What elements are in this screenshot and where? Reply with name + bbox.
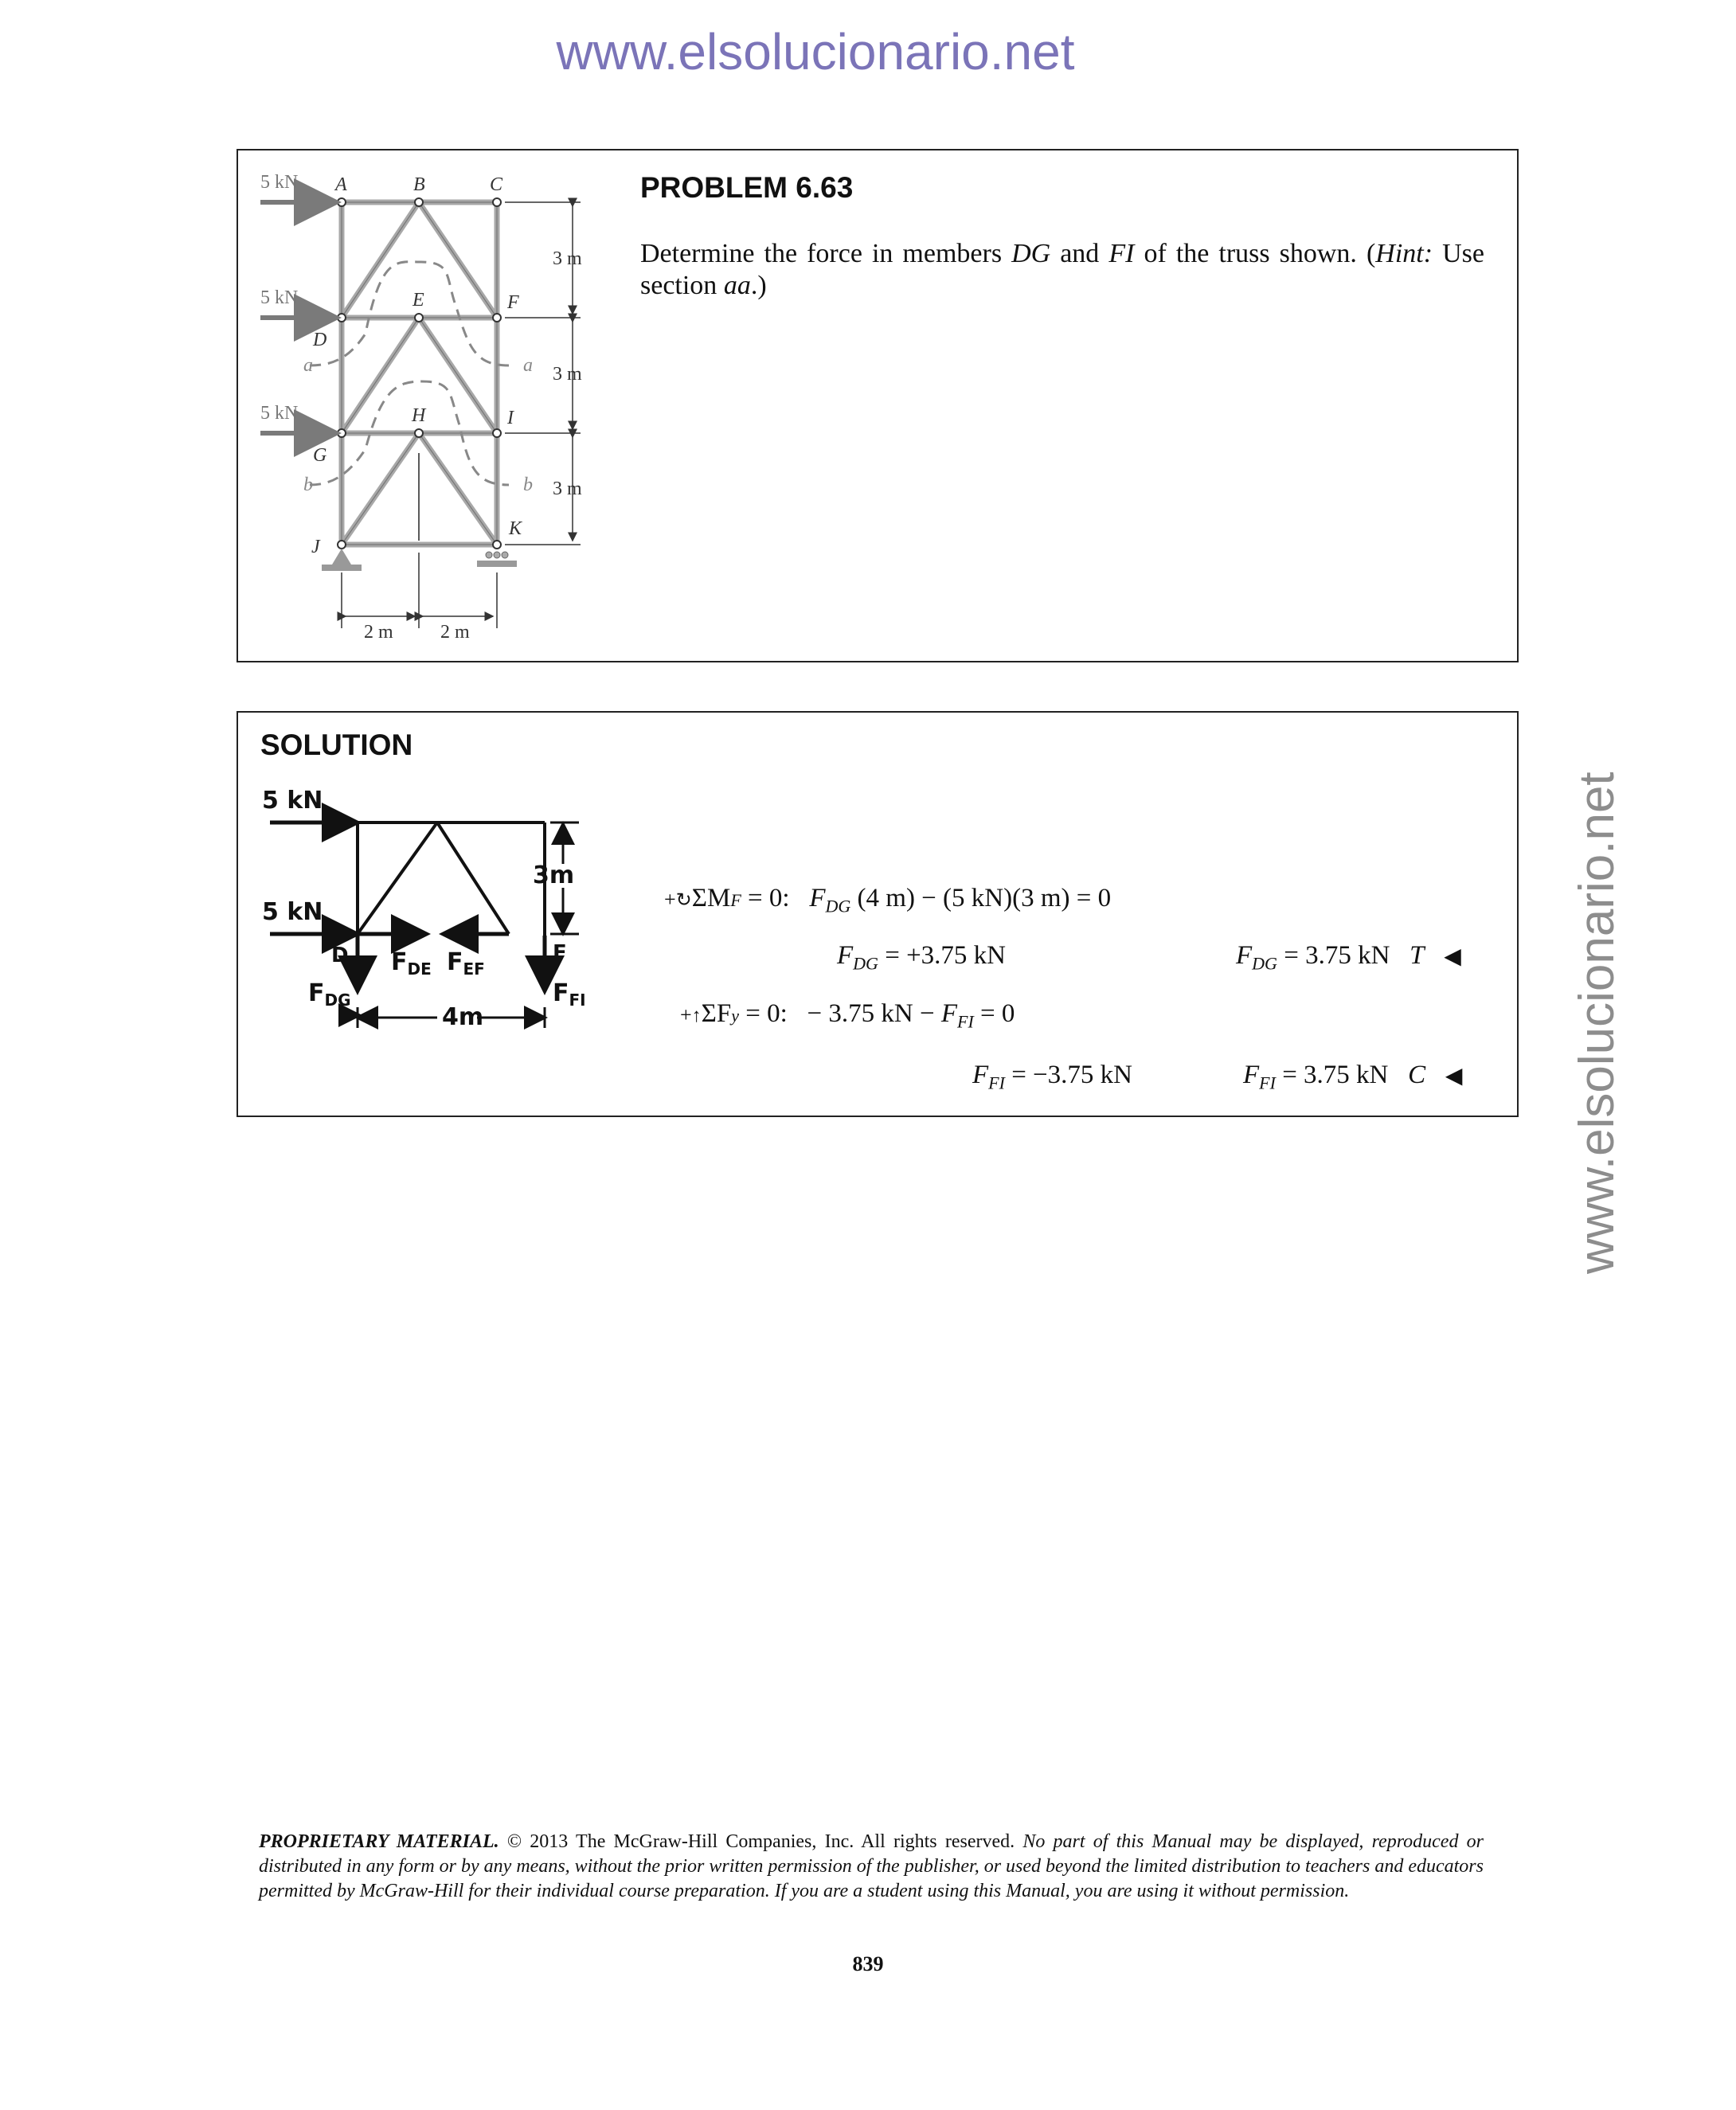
pin-support bbox=[332, 549, 351, 565]
fbd-label-fdg: $F_{DG}$ bbox=[308, 979, 351, 1010]
load-label-1: 5 kN bbox=[260, 172, 299, 193]
node-g: G bbox=[313, 445, 327, 466]
section-a-right: a bbox=[523, 355, 533, 376]
node-h: H bbox=[412, 405, 426, 426]
section-a-left: a bbox=[303, 355, 313, 376]
page-number: 839 bbox=[852, 1952, 884, 1975]
node-e: E bbox=[412, 290, 424, 311]
fbd-label-4m: 4m bbox=[442, 1003, 484, 1031]
solution-box bbox=[237, 711, 1519, 1117]
equation-sum-fy: +↑ΣFy = 0: − 3.75 kN − $F_{FI} = 0$ bbox=[680, 999, 1015, 1032]
dim-h3: 3 m bbox=[553, 479, 582, 499]
dim-h2: 3 m bbox=[553, 364, 582, 385]
proprietary-notice: PROPRIETARY MATERIAL. © 2013 The McGraw-Hill Companies, Inc. All rights reserved. No part of this Manual may be displayed, reproduced or distributed in any form or by any means, without the prior written permission of the publisher, or used beyond the limited distribution to teachers and educators permitted by McGraw-Hill for their individual course preparation. If you are a student using this Manual, you are using it without permission. bbox=[259, 1831, 1484, 1901]
equation-ffi-value: $F_{FI} = -3.75$ kN bbox=[972, 1061, 1132, 1093]
node-d: D bbox=[313, 330, 327, 350]
watermark-side: www.elsolucionario.net bbox=[1570, 772, 1625, 1274]
node-f: F bbox=[507, 292, 519, 313]
node-i: I bbox=[507, 408, 514, 428]
section-b-left: b bbox=[303, 475, 313, 495]
dim-h1: 3 m bbox=[553, 248, 582, 269]
load-label-2: 5 kN bbox=[260, 287, 299, 308]
problem-statement: Determine the force in members DG and FI of the truss shown. (Hint: Use section aa.) bbox=[640, 239, 1484, 300]
answer-fdg: $F_{DG} = 3.75$ kN T ◀ bbox=[1236, 941, 1461, 974]
watermark-top[interactable]: www.elsolucionario.net bbox=[556, 23, 1075, 80]
answer-ffi: $F_{FI} = 3.75$ kN C ◀ bbox=[1243, 1061, 1463, 1093]
equation-moment-f: +↻ΣMF = 0: $F_{DG}$ (4 m) − (5 kN)(3 m) = 0 bbox=[664, 884, 1112, 916]
fbd-label-d: D bbox=[331, 944, 349, 967]
fbd-label-ffi: $F_{FI}$ bbox=[553, 979, 586, 1010]
fbd-label-3m: 3m bbox=[533, 862, 575, 889]
dim-w1: 2 m bbox=[364, 622, 393, 643]
fbd-label-load-mid: 5 kN bbox=[262, 898, 323, 926]
problem-heading: PROBLEM 6.63 bbox=[640, 171, 854, 204]
node-c: C bbox=[490, 174, 503, 195]
fbd-label-fef: $F_{EF}$ bbox=[447, 948, 485, 979]
problem-box bbox=[237, 149, 1519, 662]
roller-support bbox=[486, 552, 508, 558]
node-b: B bbox=[413, 174, 425, 195]
answer-marker-icon: ◀ bbox=[1444, 943, 1461, 969]
equation-fdg-value: $F_{DG} = +3.75$ kN bbox=[837, 941, 1007, 974]
fbd-label-fde: $F_{DE}$ bbox=[391, 948, 432, 979]
truss-figure bbox=[238, 150, 612, 660]
fbd-label-load-top: 5 kN bbox=[262, 787, 323, 815]
solution-heading: SOLUTION bbox=[260, 729, 413, 761]
dim-w2: 2 m bbox=[440, 622, 470, 643]
free-body-diagram bbox=[238, 776, 604, 1031]
section-b-right: b bbox=[523, 475, 533, 495]
fbd-label-f: F bbox=[553, 941, 567, 965]
node-k: K bbox=[509, 518, 522, 539]
load-label-3: 5 kN bbox=[260, 403, 299, 424]
node-j: J bbox=[311, 537, 320, 557]
node-a: A bbox=[335, 174, 347, 195]
answer-marker-icon: ◀ bbox=[1445, 1062, 1463, 1088]
